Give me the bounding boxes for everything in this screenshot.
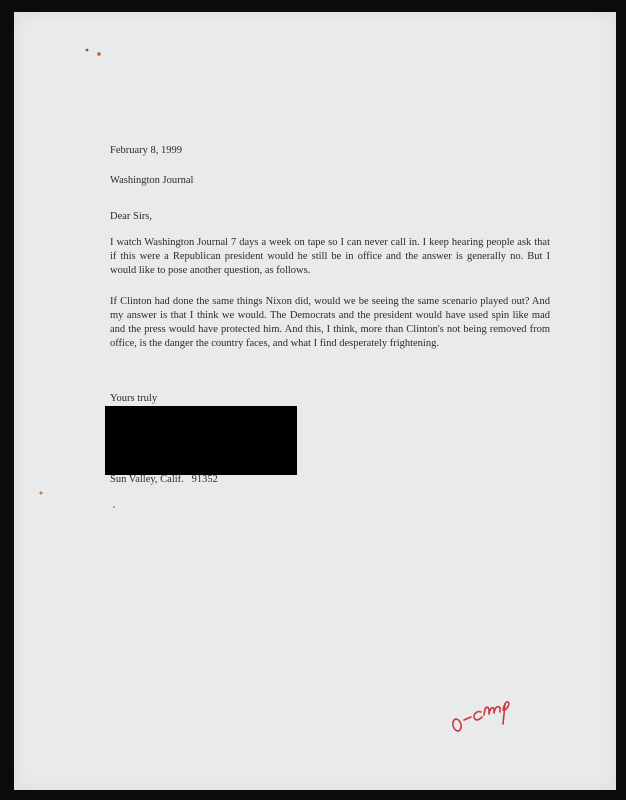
letter-paragraph: If Clinton had done the same things Nixon did, would we be seeing the same scenario played out? And my answer is that I think we would. The Democrats and the president would have used spin like mad and the press would have protected him. And this, I think, more than Clinton's not being removed from office, is the danger the country faces, and what I find desperately frightening. xyxy=(110,296,550,349)
letter-paragraph: I watch Washington Journal 7 days a week on tape so I can never call in. I keep hearing people ask that if this were a Republican president would he still be in office and the answer is generally no. But I would like to pose another question, as follows. xyxy=(110,237,550,276)
letter-recipient: Washington Journal xyxy=(110,175,194,186)
redacted-signature-block xyxy=(105,406,297,475)
handwriting-strokes xyxy=(448,688,538,738)
letter-date: February 8, 1999 xyxy=(110,145,183,156)
letter-page xyxy=(14,12,616,790)
letter-salutation: Dear Sirs, xyxy=(110,211,152,222)
handwritten-annotation xyxy=(448,688,538,738)
letter-closing: Yours truly xyxy=(110,393,158,404)
letter-address: Sun Valley, Calif. 91352 xyxy=(110,474,218,485)
